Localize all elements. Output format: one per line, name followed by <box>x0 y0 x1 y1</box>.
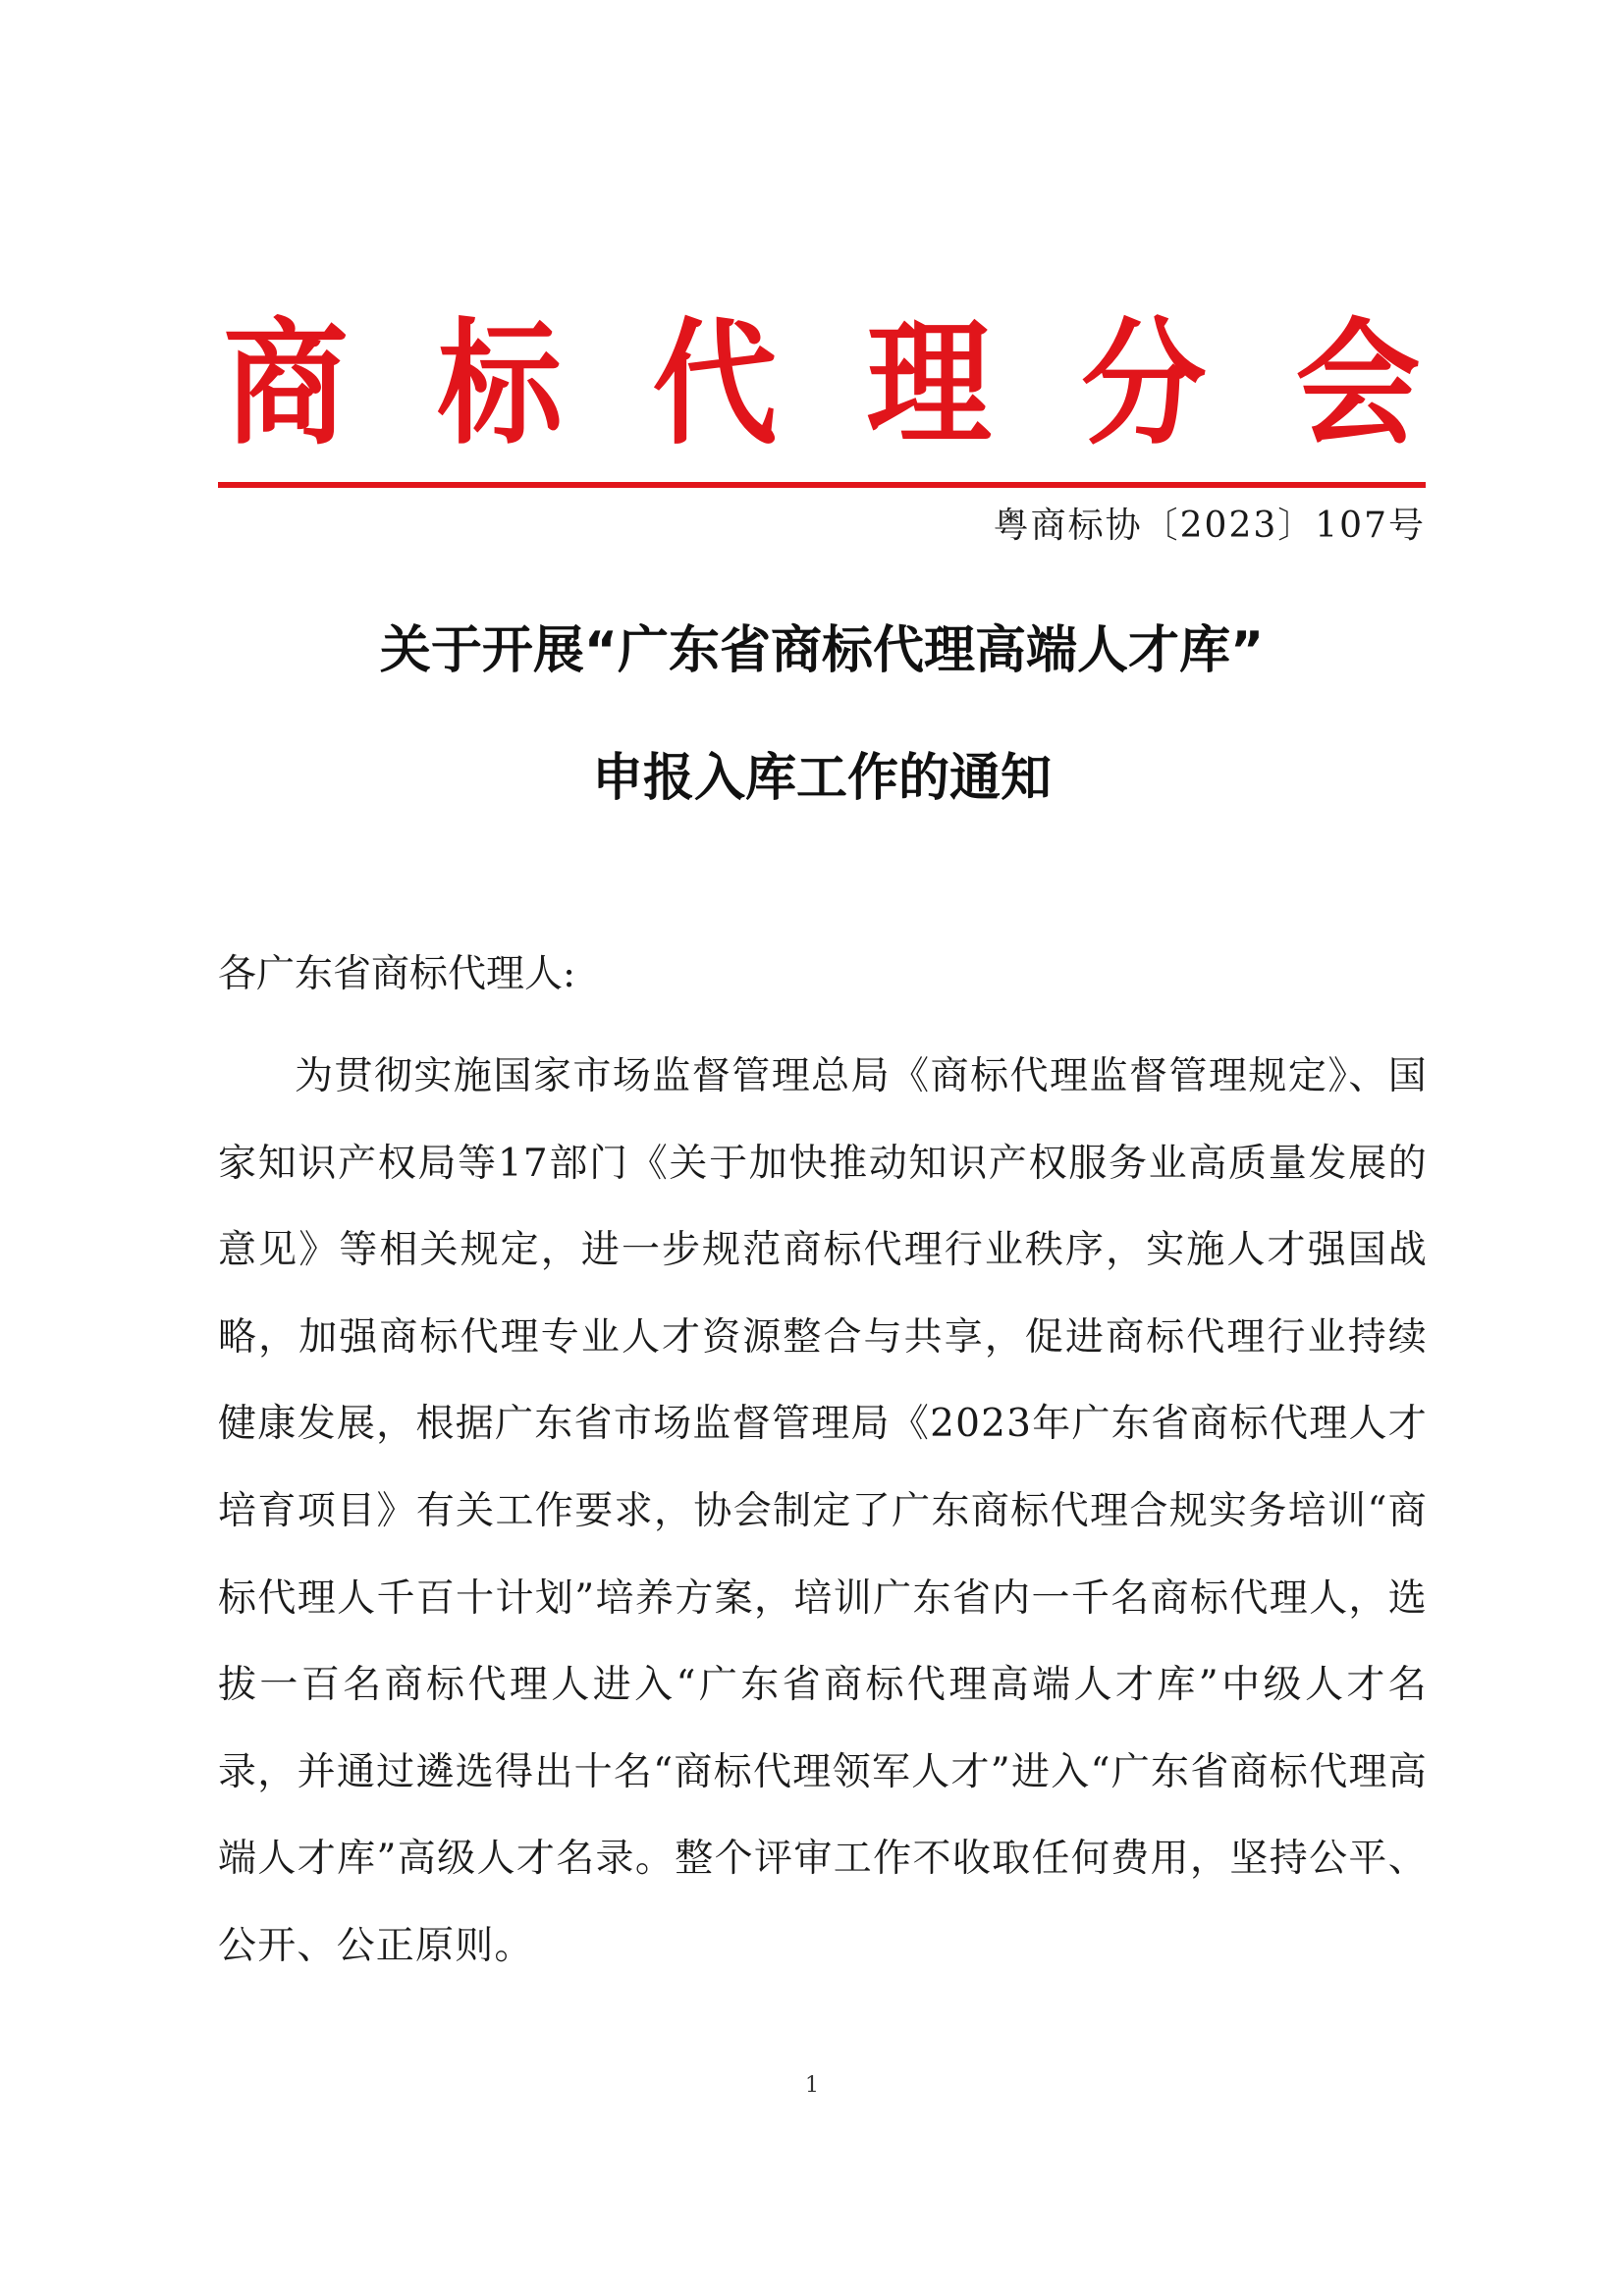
notice-title-line-1: 关于开展“广东省商标代理高端人才库” <box>379 621 1265 680</box>
body-paragraph: 为贯彻实施国家市场监督管理总局《商标代理监督管理规定》、国家知识产权局等17部门《关于加快推动知识产权服务业高质量发展的意见》等相关规定，进一步规范商标代理行业秩序，实施人才强国战略，加强商标代理专业人才资源整合与共享，促进商标代理行业持续健康发展，根据广东省市场监督管理局《2023年广东省商标代理人才培育项目》有关工作要求，协会制定了广东商标代理合规实务培训“商标代理人千百十计划”培养方案，培训广东省内一千名商标代理人，选拔一百名商标代理人进入“广东省商标代理高端人才库”中级人才名录，并通过遴选得出十名“商标代理领军人才”进入“广东省商标代理高端人才库”高级人才名录。整个评审工作不收取任何费用，坚持公平、公开、公正原则。 <box>218 1054 1428 1968</box>
page-number: 1 <box>805 2073 819 2098</box>
letterhead-char: 理 <box>866 305 992 463</box>
letterhead-char: 代 <box>652 305 778 463</box>
letterhead-char: 分 <box>1081 305 1207 463</box>
letterhead-char: 商 <box>223 305 349 463</box>
notice-title-line-2: 申报入库工作的通知 <box>591 749 1052 808</box>
salutation: 各广东省商标代理人: <box>218 952 576 996</box>
letterhead-divider <box>218 482 1426 488</box>
document-number: 粤商标协〔2023〕107号 <box>993 506 1426 546</box>
letterhead-char: 会 <box>1295 305 1421 463</box>
letterhead <box>218 306 1426 463</box>
letterhead-char: 标 <box>437 305 563 463</box>
